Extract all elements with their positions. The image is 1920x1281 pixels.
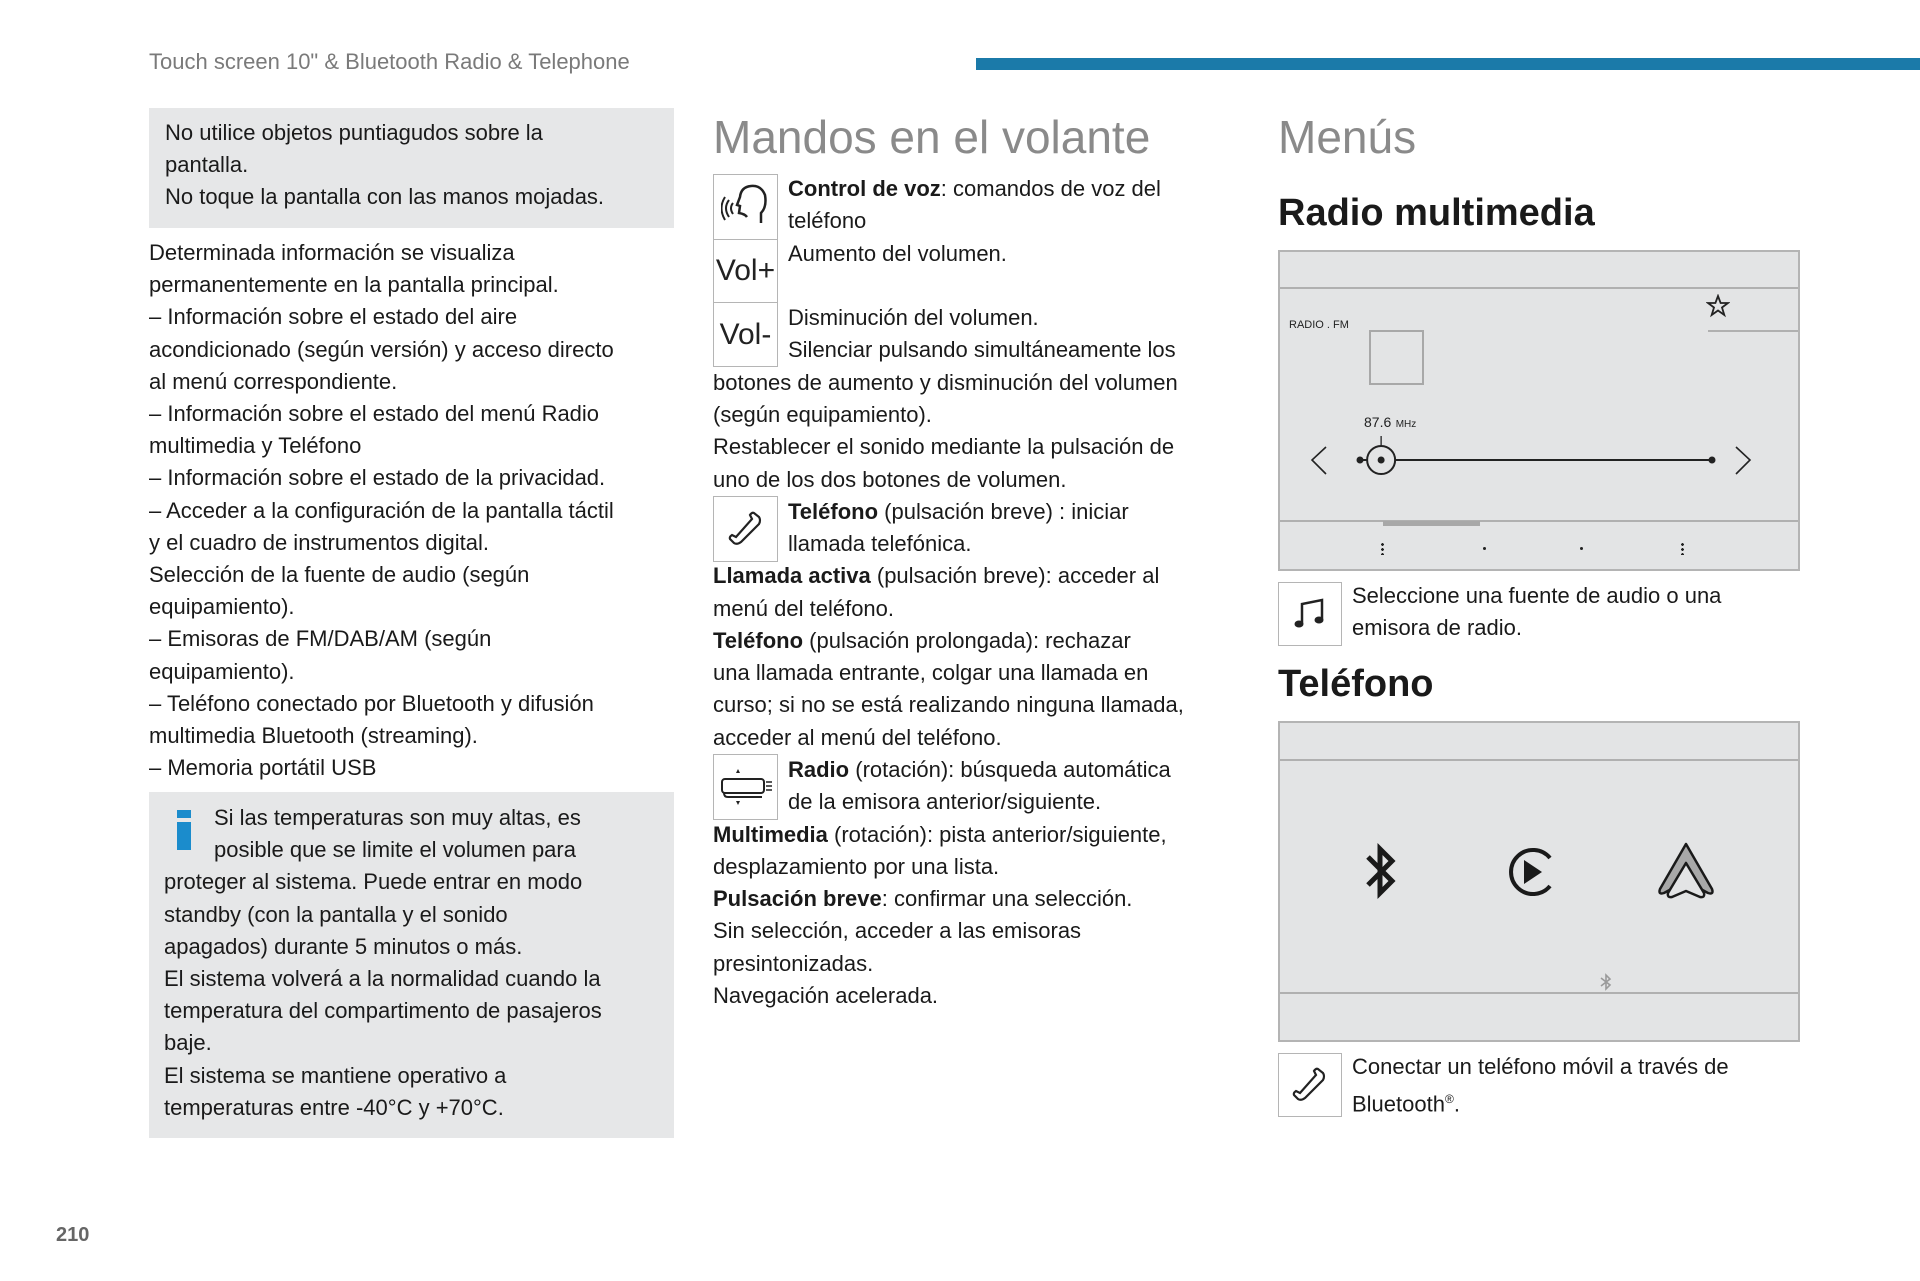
favorite-star-icon[interactable] <box>1706 294 1730 318</box>
text-segment: presintonizadas. <box>713 950 874 976</box>
text-line <box>164 899 508 931</box>
text-line <box>164 995 602 1027</box>
bluetooth-status-icon <box>1600 973 1612 991</box>
header-accent-bar <box>976 58 1920 70</box>
text-line <box>164 866 582 898</box>
page-number: 210 <box>56 1224 90 1246</box>
text-segment: de la emisora anterior/siguiente. <box>788 789 1102 815</box>
android-auto-icon[interactable] <box>1656 841 1716 903</box>
text-segment: ® <box>1444 1092 1454 1106</box>
text-line <box>149 430 361 462</box>
text-segment: – Teléfono conectado por Bluetooth y difusión <box>149 690 594 716</box>
screen-top-divider <box>1280 759 1798 761</box>
text-segment: Si las temperaturas son muy altas, es <box>214 805 581 830</box>
text-line <box>164 1060 506 1092</box>
text-segment: multimedia y Teléfono <box>149 433 362 459</box>
text-segment: apagados) durante 5 minutos o más. <box>164 933 523 959</box>
scroll-wheel-icon <box>718 765 774 809</box>
text-segment: – Memoria portátil USB <box>149 755 377 781</box>
text-segment: (pulsación breve) : iniciar <box>878 498 1129 524</box>
text-segment: al menú correspondiente. <box>149 368 398 394</box>
screen-bottom-divider <box>1280 520 1798 522</box>
text-segment: (pulsación breve): acceder al <box>870 563 1160 589</box>
text-segment: standby (con la pantalla y el sonido <box>164 901 508 927</box>
text-segment: (según equipamiento). <box>713 401 932 427</box>
text-segment: No utilice objetos puntiagudos sobre la <box>165 120 543 145</box>
text-line <box>713 431 1174 463</box>
text-segment: Restablecer el sonido mediante la pulsación de <box>713 434 1175 460</box>
screen-top-divider <box>1280 287 1798 289</box>
text-line <box>788 754 1171 786</box>
text-line <box>788 786 1101 818</box>
vol-minus-label: Vol- <box>719 317 772 351</box>
text-segment: proteger al sistema. Puede entrar en modo <box>164 869 583 895</box>
text-line <box>788 205 866 237</box>
text-line <box>713 560 1159 592</box>
text-segment: – Acceder a la configuración de la pantalla táctil <box>149 497 614 523</box>
text-line <box>214 802 581 834</box>
text-line <box>165 181 604 213</box>
text-line <box>713 464 1066 496</box>
voice-control-button-icon <box>713 174 778 240</box>
text-segment: . <box>1453 1091 1460 1117</box>
bold-term: Teléfono <box>713 627 804 653</box>
text-line <box>788 496 1129 528</box>
text-line <box>713 883 1132 915</box>
bluetooth-icon[interactable] <box>1364 841 1398 901</box>
phone-icon-box <box>1278 1053 1342 1117</box>
volume-up-button-icon <box>713 239 778 303</box>
music-note-icon-box <box>1278 582 1342 646</box>
bold-term: Pulsación breve <box>713 886 882 912</box>
text-segment: temperaturas entre -40°C y +70°C. <box>164 1094 504 1120</box>
text-line <box>149 752 376 784</box>
text-segment: – Información sobre el estado del aire <box>149 304 518 330</box>
text-segment: emisora de radio. <box>1352 615 1522 640</box>
text-segment: y el cuadro de instrumentos digital. <box>149 529 489 555</box>
text-line <box>214 834 576 866</box>
text-segment: Selección de la fuente de audio (según <box>149 562 530 587</box>
text-line <box>149 720 478 752</box>
text-segment: botones de aumento y disminución del volumen <box>713 369 1178 395</box>
running-header: Touch screen 10" & Bluetooth Radio & Telephone <box>149 49 630 74</box>
bold-term: Teléfono <box>788 498 879 524</box>
text-segment: – Información sobre el estado del menú Radio <box>149 401 600 426</box>
screen-bottom-divider <box>1280 992 1798 994</box>
text-segment: acceder al menú del teléfono. <box>713 724 1002 750</box>
text-line <box>1352 612 1522 644</box>
text-line <box>788 528 971 560</box>
menu-dots-left[interactable] <box>1381 542 1384 555</box>
telephone-heading: Teléfono <box>1278 663 1434 705</box>
text-line <box>164 963 601 995</box>
info-icon <box>177 810 191 850</box>
text-segment: desplazamiento por una lista. <box>713 853 1000 879</box>
text-segment: El sistema volverá a la normalidad cuando la <box>164 966 601 991</box>
next-station-chevron <box>1736 447 1750 474</box>
text-line <box>149 334 614 366</box>
text-segment: acondicionado (según versión) y acceso directo <box>149 336 614 362</box>
previous-station-chevron <box>1312 447 1326 474</box>
text-segment: (pulsación prolongada): rechazar <box>803 627 1131 653</box>
text-line <box>713 851 999 883</box>
text-line <box>149 623 491 655</box>
text-segment: pantalla. <box>165 152 249 177</box>
text-line <box>1352 1051 1729 1083</box>
text-segment: una llamada entrante, colgar una llamada en <box>713 660 1149 686</box>
text-line <box>713 819 1167 851</box>
text-segment: : confirmar una selección. <box>881 886 1133 912</box>
text-line <box>713 722 1002 754</box>
text-line <box>149 527 489 559</box>
vol-plus-label: Vol+ <box>715 254 776 287</box>
text-line <box>788 302 1039 334</box>
text-segment: Seleccione una fuente de audio o una <box>1352 583 1722 608</box>
text-line <box>149 301 517 333</box>
phone-handset-icon <box>726 509 766 549</box>
active-tab-indicator <box>1383 521 1480 526</box>
text-segment: No toque la pantalla con las manos mojadas. <box>165 184 605 209</box>
text-segment: equipamiento). <box>149 594 295 620</box>
text-line <box>713 399 932 431</box>
radio-source-label: RADIO . FM <box>1289 319 1349 331</box>
text-line <box>788 334 1176 366</box>
text-line <box>713 980 938 1012</box>
text-segment: teléfono <box>788 208 867 234</box>
phone-handset-icon <box>1290 1065 1330 1105</box>
text-line <box>165 149 248 181</box>
text-line <box>1352 580 1721 612</box>
text-line <box>165 117 543 149</box>
text-line <box>149 591 295 623</box>
text-segment: Navegación acelerada. <box>713 983 939 1008</box>
text-segment: El sistema se mantiene operativo a <box>164 1062 507 1088</box>
text-segment: posible que se limite el volumen para <box>214 837 576 863</box>
volume-down-button-icon <box>713 302 778 367</box>
radio-multimedia-heading: Radio multimedia <box>1278 192 1595 234</box>
bold-term: Multimedia <box>713 821 828 847</box>
frequency-unit: MHz <box>1395 419 1417 430</box>
text-line <box>1352 1083 1460 1120</box>
text-line <box>788 173 1161 205</box>
text-line <box>713 367 1178 399</box>
text-segment: multimedia Bluetooth (streaming). <box>149 723 478 748</box>
text-segment: Aumento del volumen. <box>788 240 1007 266</box>
text-line <box>713 625 1131 657</box>
text-segment: temperatura del compartimento de pasajeros <box>164 998 602 1024</box>
text-line <box>713 689 1184 721</box>
media-play-icon[interactable] <box>1504 844 1560 900</box>
music-note-icon <box>1290 594 1330 634</box>
tuner-slider[interactable] <box>1280 432 1798 492</box>
text-segment: Disminución del volumen. <box>788 305 1039 331</box>
text-segment: baje. <box>164 1030 212 1056</box>
bold-term: Llamada activa <box>713 563 871 589</box>
text-line <box>713 657 1148 689</box>
text-segment: menú del teléfono. <box>713 595 895 621</box>
text-segment: Bluetooth <box>1352 1091 1445 1117</box>
text-line <box>164 1027 212 1059</box>
text-segment: – Emisoras de FM/DAB/AM (según <box>149 626 492 652</box>
text-line <box>149 495 614 527</box>
text-line <box>713 593 894 625</box>
frequency-value: 87.6 <box>1364 414 1392 430</box>
menu-dot[interactable] <box>1483 547 1486 550</box>
favorite-divider <box>1708 330 1798 332</box>
text-line <box>713 948 873 980</box>
text-line <box>149 559 529 591</box>
text-line <box>149 656 295 688</box>
text-segment: Silenciar pulsando simultáneamente los <box>788 337 1176 363</box>
station-logo-placeholder <box>1369 330 1424 385</box>
text-line <box>164 931 522 963</box>
text-line <box>149 398 599 430</box>
voice-command-icon <box>721 183 771 231</box>
radio-wheel-icon-box <box>713 754 778 820</box>
bold-term: Control de voz <box>788 176 941 201</box>
text-segment: Sin selección, acceder a las emisoras <box>713 918 1082 944</box>
text-line <box>149 462 605 494</box>
phone-button-icon <box>713 496 778 562</box>
text-segment: Conectar un teléfono móvil a través de <box>1352 1054 1729 1079</box>
text-line <box>149 269 559 301</box>
text-line <box>713 915 1081 947</box>
text-segment: llamada telefónica. <box>788 531 972 557</box>
text-segment: : comandos de voz del <box>940 176 1161 201</box>
text-segment: (rotación): pista anterior/siguiente, <box>827 821 1167 847</box>
menu-dots-right[interactable] <box>1681 542 1684 555</box>
steering-controls-title: Mandos en el volante <box>713 111 1151 163</box>
text-line <box>149 688 594 720</box>
menu-dot[interactable] <box>1580 547 1583 550</box>
text-segment: equipamiento). <box>149 658 295 684</box>
telephone-screen-illustration <box>1278 721 1800 1042</box>
text-segment: curso; si no se está realizando ninguna llamada, <box>713 692 1184 718</box>
text-segment: uno de los dos botones de volumen. <box>713 466 1067 492</box>
text-line <box>149 237 515 269</box>
text-segment: permanentemente en la pantalla principal. <box>149 272 559 298</box>
radio-screen-illustration <box>1278 250 1800 571</box>
text-segment: Determinada información se visualiza <box>149 240 515 265</box>
text-segment: (rotación): búsqueda automática <box>849 757 1171 783</box>
bold-term: Radio <box>788 757 850 783</box>
text-line <box>164 1092 504 1124</box>
text-line <box>788 238 1007 270</box>
frequency-readout <box>1364 414 1416 432</box>
menus-title: Menús <box>1278 111 1417 163</box>
text-segment: – Información sobre el estado de la privacidad. <box>149 465 606 491</box>
text-line <box>149 366 397 398</box>
